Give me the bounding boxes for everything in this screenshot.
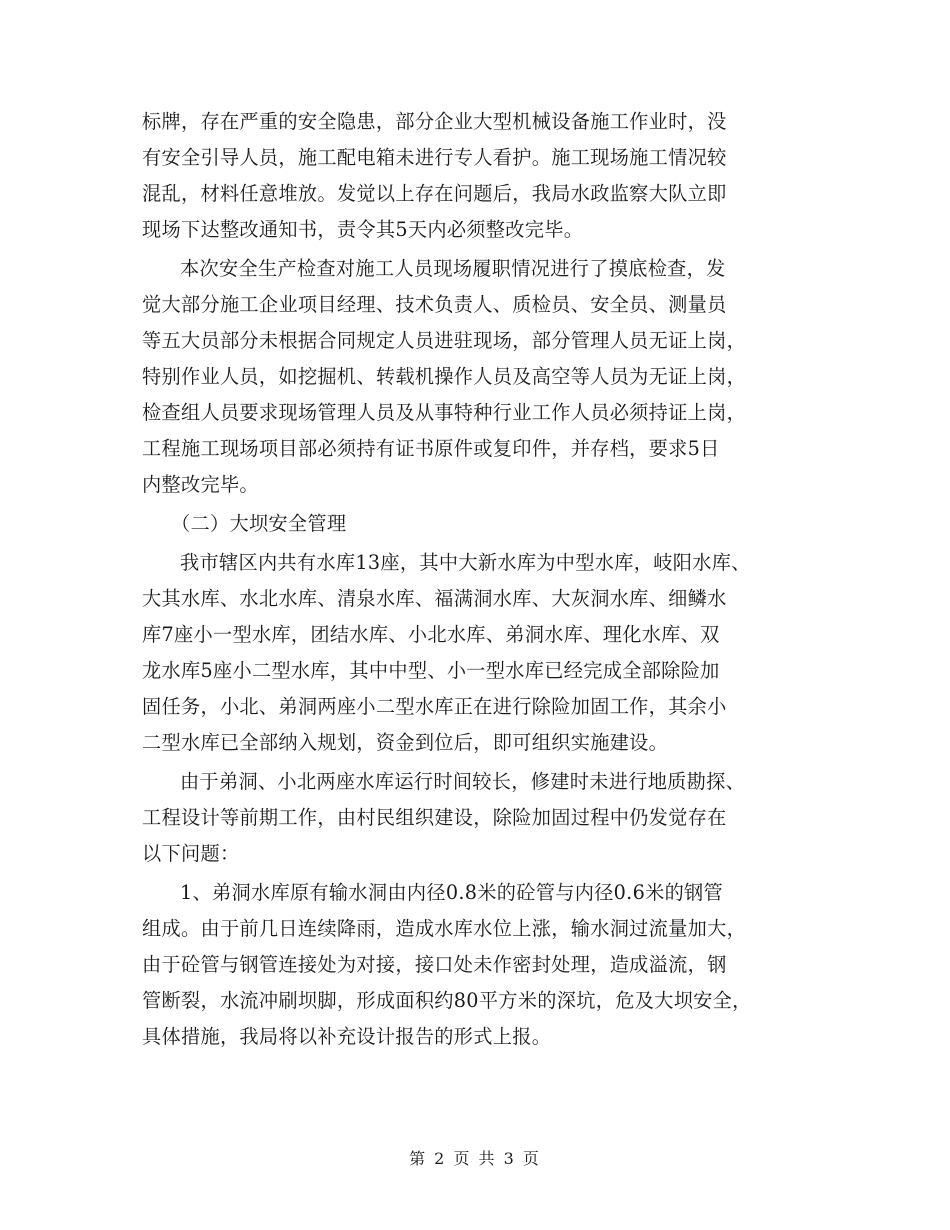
page-number-footer: 第 2 页 共 3 页	[409, 1149, 541, 1168]
text-line: 标牌，存在严重的安全隐患，部分企业大型机械设备施工作业时，没	[142, 110, 727, 133]
paragraph-first-line: 我市辖区内共有水库13座，其中大新水库为中型水库，岐阳水库、	[180, 551, 751, 574]
text-line: 工程施工现场项目部必须持有证书原件或复印件，并存档，要求5日	[142, 437, 720, 460]
text-line: 觉大部分施工企业项目经理、技术负责人、质检员、安全员、测量员	[142, 293, 727, 316]
text-line: 大其水库、水北水库、清泉水库、福满洞水库、大灰洞水库、细鳞水	[142, 587, 727, 610]
paragraph-first-line: 1、弟洞水库原有输水洞由内径0.8米的砼管与内径0.6米的钢管	[180, 881, 724, 904]
text-line: 库7座小一型水库，团结水库、小北水库、弟洞水库、理化水库、双	[142, 623, 720, 646]
text-line: 有安全引导人员，施工配电箱未进行专人看护。施工现场施工情况较	[142, 146, 727, 169]
text-line: 特别作业人员，如挖掘机、转载机操作人员及高空等人员为无证上岗，	[142, 365, 747, 388]
text-line: 二型水库已全部纳入规划，资金到位后，即可组织实施建设。	[142, 731, 669, 754]
text-line: 由于砼管与钢管连接处为对接，接口处未作密封处理，造成溢流，钢	[142, 953, 727, 976]
text-line: 等五大员部分未根据合同规定人员进驻现场，部分管理人员无证上岗，	[142, 329, 747, 352]
text-line: 组成。由于前几日连续降雨，造成水库水位上涨，输水洞过流量加大，	[142, 917, 747, 940]
document-body	[142, 104, 832, 1055]
text-line: 龙水库5座小二型水库，其中中型、小一型水库已经完成全部除险加	[142, 659, 720, 682]
text-line: 现场下达整改通知书，责令其5天内必须整改完毕。	[142, 218, 584, 241]
text-line: 内整改完毕。	[142, 473, 259, 496]
text-line: 以下问题：	[142, 842, 240, 865]
text-line: 固任务，小北、弟洞两座小二型水库正在进行除险加固工作，其余小	[142, 695, 727, 718]
section-heading: （二）大坝安全管理	[171, 512, 347, 535]
text-line: 混乱，材料任意堆放。发觉以上存在问题后，我局水政监察大队立即	[142, 182, 727, 205]
paragraph-first-line: 本次安全生产检查对施工人员现场履职情况进行了摸底检查，发	[180, 257, 726, 280]
paragraph-first-line: 由于弟洞、小北两座水库运行时间较长，修建时未进行地质勘探、	[180, 770, 746, 793]
text-line: 具体措施，我局将以补充设计报告的形式上报。	[142, 1025, 552, 1048]
text-line: 工程设计等前期工作，由村民组织建设，除险加固过程中仍发觉存在	[142, 806, 727, 829]
text-line: 检查组人员要求现场管理人员及从事特种行业工作人员必须持证上岗，	[142, 401, 747, 424]
text-line: 管断裂，水流冲刷坝脚，形成面积约80平方米的深坑，危及大坝安全，	[142, 989, 752, 1012]
